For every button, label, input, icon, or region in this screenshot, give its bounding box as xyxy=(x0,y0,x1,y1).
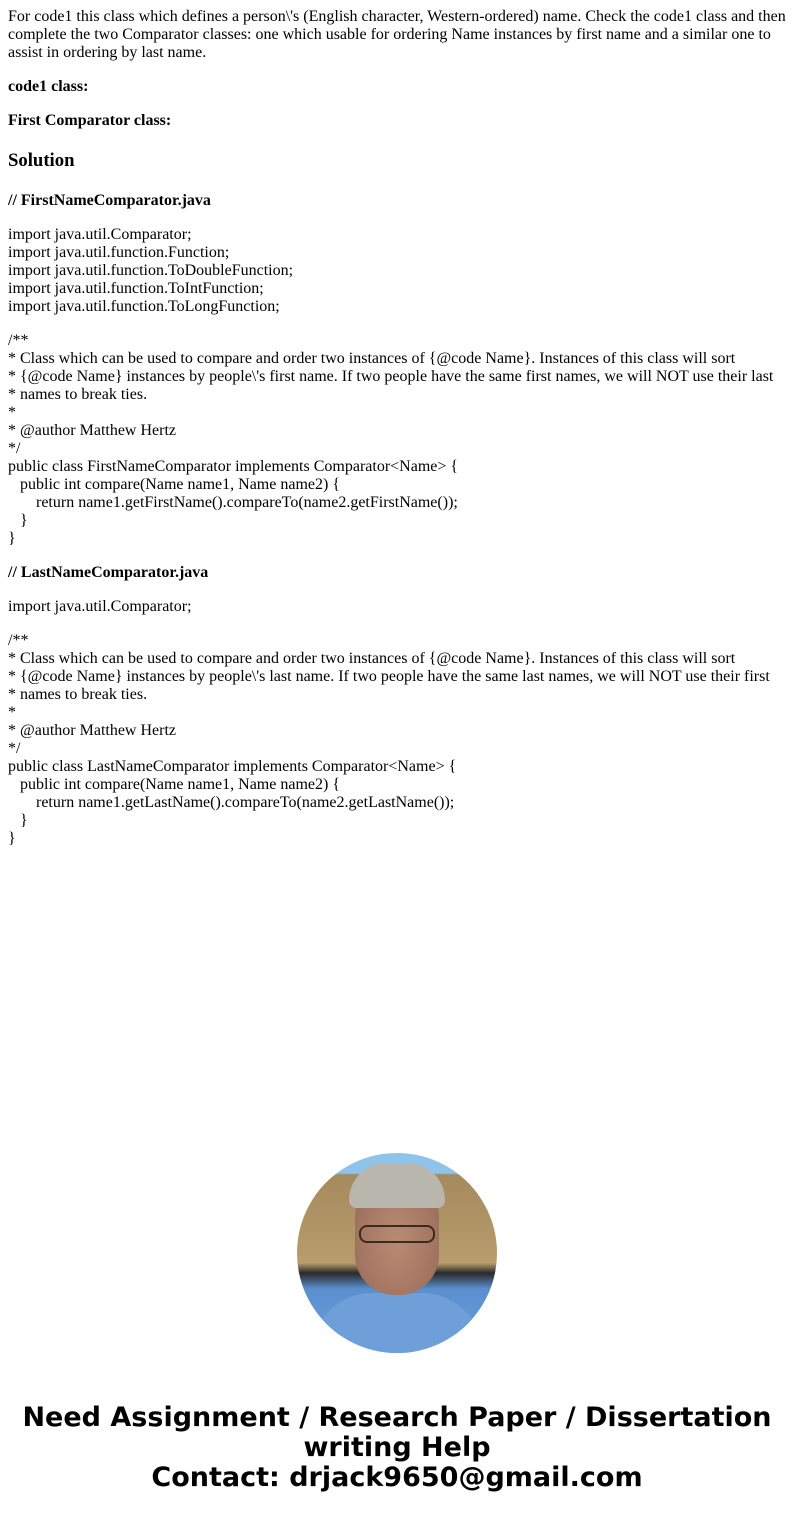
code-last xyxy=(8,632,788,848)
author-avatar-photo xyxy=(297,1153,497,1353)
code-line: * Class which can be used to compare and order two instances of {@code Name}. Instances of this class will sort xyxy=(8,650,736,667)
code-line: import java.util.function.ToDoubleFunction; xyxy=(8,262,294,279)
avatar-glasses-icon xyxy=(359,1225,435,1243)
code-line: * {@code Name} instances by people\'s last name. If two people have the same last names, we will NOT use their first xyxy=(8,668,770,685)
avatar-shirt xyxy=(312,1293,482,1353)
avatar-hair xyxy=(349,1163,445,1208)
code-line: } xyxy=(8,830,16,847)
code-line: */ xyxy=(8,440,21,457)
code-line: import java.util.function.ToLongFunction; xyxy=(8,298,280,315)
code-line: public class LastNameComparator implements Comparator<Name> { xyxy=(8,758,457,775)
code-line: } xyxy=(8,512,28,529)
code-line: /** xyxy=(8,332,29,349)
file-heading-last: // LastNameComparator.java xyxy=(8,564,209,581)
code-line: /** xyxy=(8,632,29,649)
imports-first xyxy=(8,226,788,316)
code-line: public class FirstNameComparator implements Comparator<Name> { xyxy=(8,458,459,475)
code-line: import java.util.function.ToIntFunction; xyxy=(8,280,264,297)
document-content xyxy=(8,8,788,864)
first-comparator-heading: First Comparator class: xyxy=(8,112,172,129)
code-line: import java.util.function.Function; xyxy=(8,244,230,261)
code-line: * xyxy=(8,404,16,421)
code-line: * @author Matthew Hertz xyxy=(8,722,177,739)
code-line: return name1.getLastName().compareTo(name2.getLastName()); xyxy=(8,794,455,811)
code-line: */ xyxy=(8,740,21,757)
code-first xyxy=(8,332,788,548)
ad-line-1: Need Assignment / Research Paper / Dissertation xyxy=(22,1402,772,1433)
question-intro: For code1 this class which defines a person\'s (English character, Western-ordered) name. Check the code1 class and then complete the two Comparator classes: one which usable for ordering Name instances by first name and a similar one to assist in ordering by last name. xyxy=(8,8,786,61)
code-line: import java.util.Comparator; xyxy=(8,226,192,243)
file-heading-first: // FirstNameComparator.java xyxy=(8,192,211,209)
code-line: import java.util.Comparator; xyxy=(8,598,192,615)
code-line: } xyxy=(8,530,16,547)
code-line: public int compare(Name name1, Name name2) { xyxy=(8,776,340,793)
contact-advertisement xyxy=(0,1403,794,1493)
code-line: * names to break ties. xyxy=(8,386,148,403)
code-line: } xyxy=(8,812,28,829)
code-line: * {@code Name} instances by people\'s first name. If two people have the same first names, we will NOT use their last xyxy=(8,368,774,385)
code-line: public int compare(Name name1, Name name2) { xyxy=(8,476,340,493)
ad-line-2: writing Help xyxy=(303,1432,491,1463)
solution-title: Solution xyxy=(8,150,75,171)
ad-contact-email: Contact: drjack9650@gmail.com xyxy=(151,1462,643,1493)
code-line: * xyxy=(8,704,16,721)
code-line: return name1.getFirstName().compareTo(name2.getFirstName()); xyxy=(8,494,458,511)
code1-heading: code1 class: xyxy=(8,78,89,95)
code-line: * names to break ties. xyxy=(8,686,148,703)
code-line: * Class which can be used to compare and order two instances of {@code Name}. Instances of this class will sort xyxy=(8,350,736,367)
code-line: * @author Matthew Hertz xyxy=(8,422,177,439)
imports-last xyxy=(8,598,788,616)
